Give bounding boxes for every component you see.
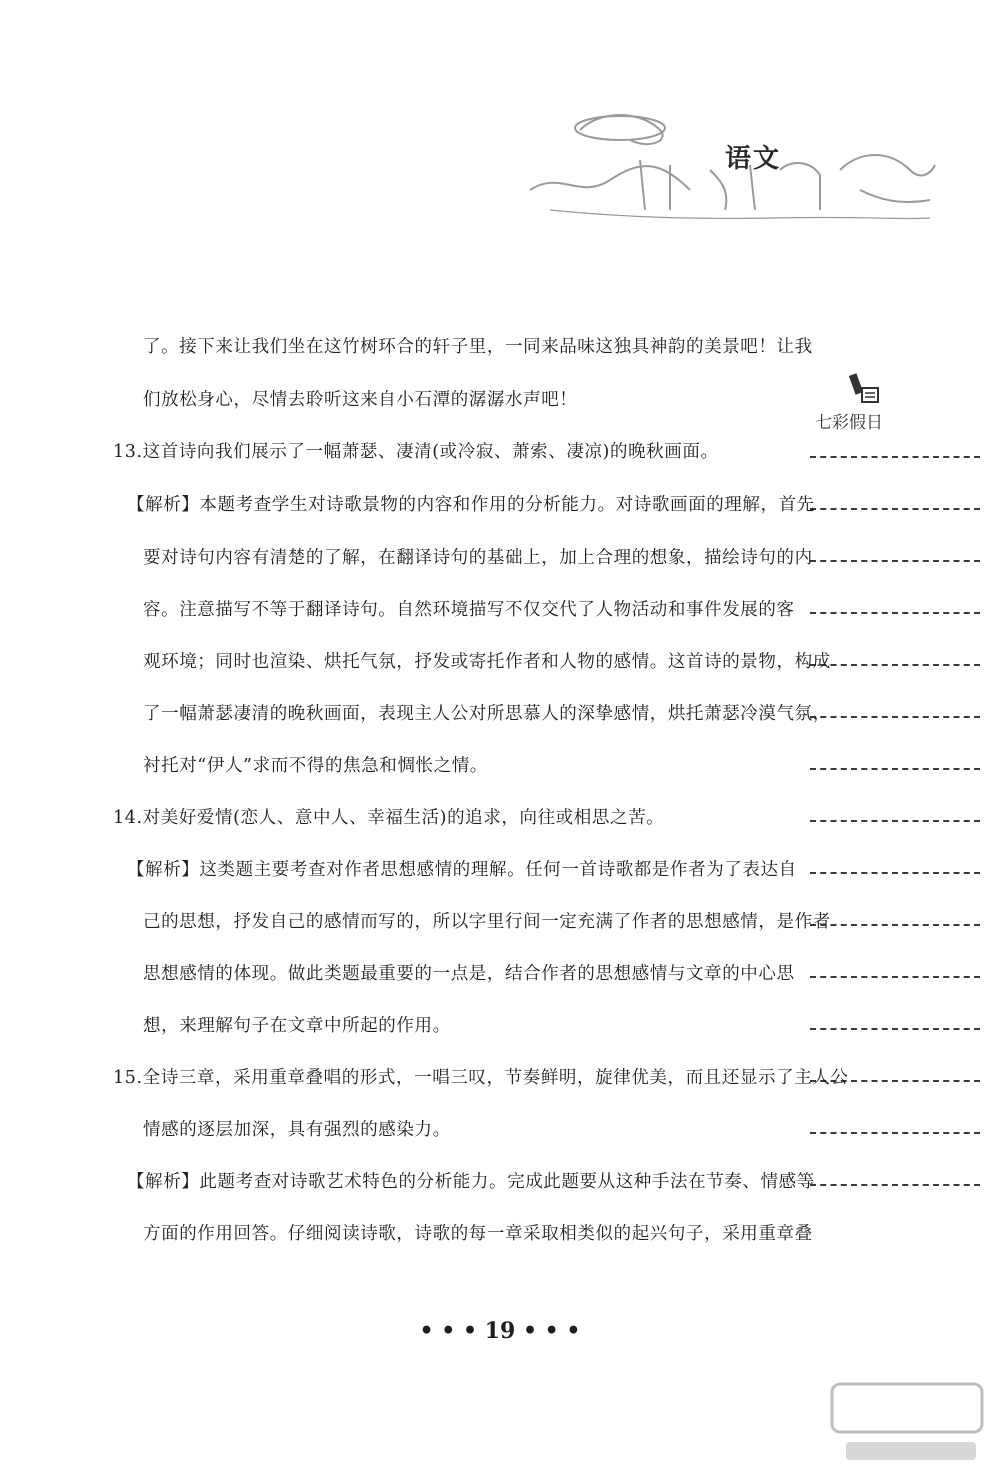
note-line bbox=[810, 508, 980, 510]
text-line: 想，来理解句子在文章中所起的作用。 bbox=[143, 1016, 451, 1036]
text-line: 了一幅萧瑟凄清的晚秋画面，表现主人公对所思慕人的深挚感情，烘托萧瑟冷漠气氛， bbox=[143, 704, 831, 724]
text-line: 己的思想，抒发自己的感情而写的，所以字里行间一定充满了作者的思想感情，是作者 bbox=[143, 912, 831, 932]
text-line: 衬托对“伊人”求而不得的焦急和惆怅之情。 bbox=[143, 756, 488, 776]
note-line bbox=[810, 1028, 980, 1030]
text-line: 观环境；同时也渲染、烘托气氛，抒发或寄托作者和人物的感情。这首诗的景物，构成 bbox=[143, 652, 831, 672]
text-line: 方面的作用回答。仔细阅读诗歌，诗歌的每一章采取相类似的起兴句子，采用重章叠 bbox=[143, 1224, 813, 1244]
text-line: 【解析】此题考查对诗歌艺术特色的分析能力。完成此题要从这种手法在节奏、情感等 bbox=[127, 1172, 815, 1192]
text-line: 思想感情的体现。做此类题最重要的一点是，结合作者的思想感情与文章的中心思 bbox=[143, 964, 795, 984]
note-line bbox=[810, 664, 980, 666]
note-line bbox=[810, 924, 980, 926]
site-logo bbox=[826, 1378, 996, 1468]
page-number: • • • 19 • • • bbox=[419, 1318, 581, 1344]
sidebar-title: 七彩假日 bbox=[815, 413, 883, 433]
text-line: 15.全诗三章，采用重章叠唱的形式，一唱三叹，节奏鲜明，旋律优美，而且还显示了主人公 bbox=[113, 1068, 849, 1088]
note-line bbox=[810, 456, 980, 458]
text-line: 14.对美好爱情(恋人、意中人、幸福生活)的追求，向往或相思之苦。 bbox=[113, 808, 665, 828]
text-line: 13.这首诗向我们展示了一幅萧瑟、凄清(或冷寂、萧索、凄凉)的晚秋画面。 bbox=[113, 442, 719, 462]
pen-icon bbox=[848, 370, 884, 406]
subject-title: 语文 bbox=[725, 144, 782, 174]
text-line: 容。注意描写不等于翻译诗句。自然环境描写不仅交代了人物活动和事件发展的客 bbox=[143, 600, 795, 620]
note-line bbox=[810, 1184, 980, 1186]
text-line: 要对诗句内容有清楚的了解，在翻译诗句的基础上，加上合理的想象，描绘诗句的内 bbox=[143, 548, 813, 568]
note-line bbox=[810, 560, 980, 562]
note-line bbox=[810, 976, 980, 978]
note-line bbox=[810, 872, 980, 874]
text-line: 【解析】本题考查学生对诗歌景物的内容和作用的分析能力。对诗歌画面的理解，首先 bbox=[127, 495, 815, 515]
note-line bbox=[810, 768, 980, 770]
note-line bbox=[810, 820, 980, 822]
text-line: 【解析】这类题主要考查对作者思想感情的理解。任何一首诗歌都是作者为了表达自 bbox=[127, 860, 797, 880]
note-line bbox=[810, 1132, 980, 1134]
text-line: 了。接下来让我们坐在这竹树环合的轩子里，一同来品味这独具神韵的美景吧！让我 bbox=[143, 337, 813, 357]
note-line bbox=[810, 612, 980, 614]
text-line: 情感的逐层加深，具有强烈的感染力。 bbox=[143, 1120, 451, 1140]
note-line bbox=[810, 716, 980, 718]
text-line: 们放松身心，尽情去聆听这来自小石潭的潺潺水声吧！ bbox=[143, 390, 578, 410]
